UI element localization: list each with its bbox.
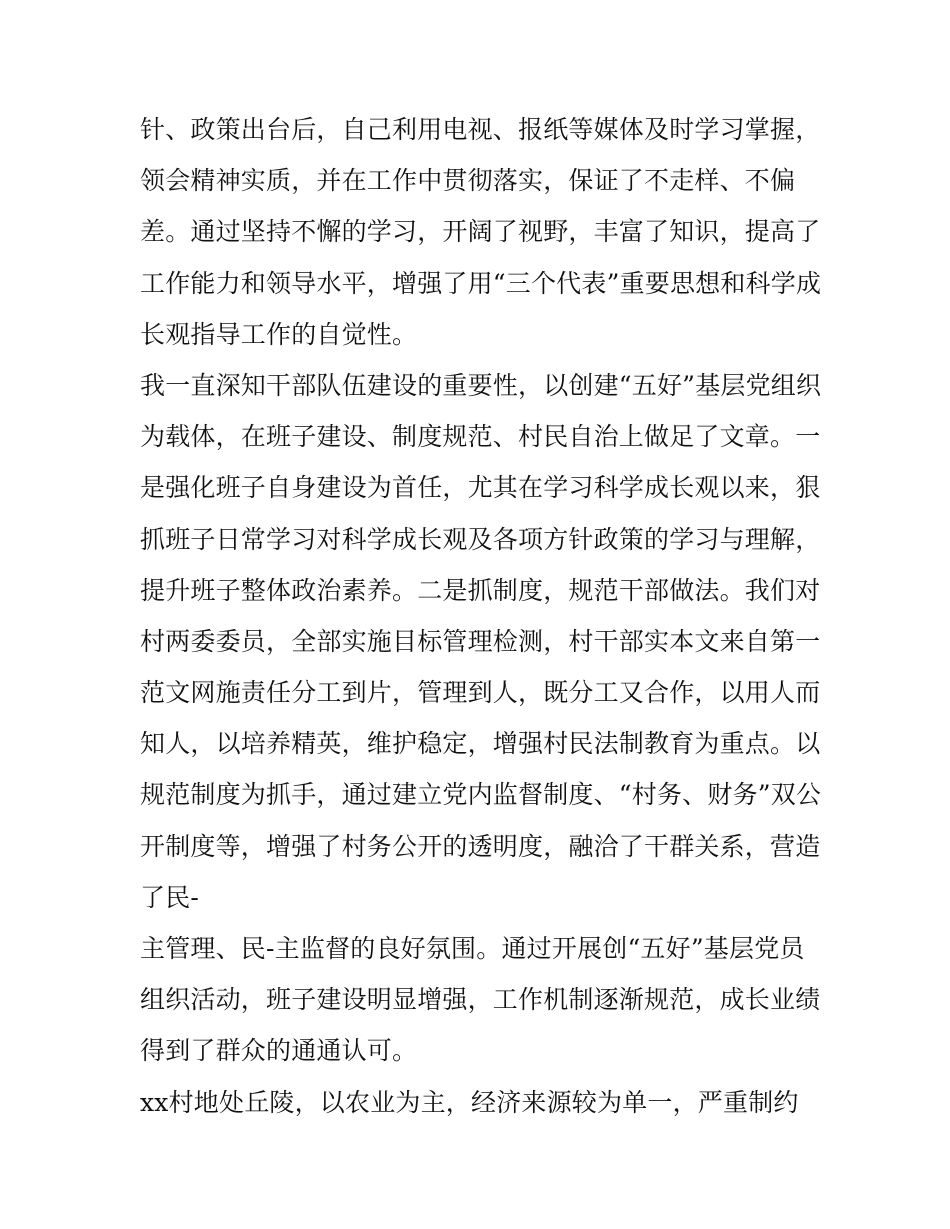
text-line: 为载体，在班子建设、制度规范、村民自治上做足了文章。一 — [140, 422, 821, 452]
text-line: 提升班子整体政治素养。二是抓制度，规范干部做法。我们对 — [140, 575, 821, 605]
text-line: 村两委委员，全部实施目标管理检测，村干部实本文来自第一 — [140, 626, 821, 656]
text-line: 领会精神实质，并在工作中贯彻落实，保证了不走样、不偏 — [140, 166, 796, 196]
text-line: 主管理、民-主监督的良好氛围。通过开展创“五好”基层党员 — [140, 934, 805, 963]
text-line: 了民- — [140, 882, 200, 912]
text-line: 组织活动，班子建设明显增强，工作机制逐渐规范，成长业绩 — [140, 985, 821, 1015]
text-line: 是强化班子自身建设为首任，尤其在学习科学成长观以来，狠 — [140, 473, 821, 503]
text-line: 我一直深知干部队伍建设的重要性，以创建“五好”基层党组织 — [140, 370, 822, 400]
text-line: 开制度等，增强了村务公开的透明度，融洽了干群关系，营造 — [140, 831, 821, 861]
text-line: 长观指导工作的自觉性。 — [140, 319, 418, 349]
body-text — [140, 104, 830, 1128]
text-line: 抓班子日常学习对科学成长观及各项方针政策的学习与理解， — [140, 524, 821, 554]
text-line: 得到了群众的通通认可。 — [140, 1036, 418, 1066]
text-line: 规范制度为抓手，通过建立党内监督制度、“村务、财务”双公 — [140, 780, 822, 810]
text-line: 差。通过坚持不懈的学习，开阔了视野，丰富了知识，提高了 — [140, 217, 821, 247]
text-line: 范文网施责任分工到片，管理到人，既分工又合作，以用人而 — [140, 678, 821, 708]
text-line: 工作能力和领导水平，增强了用“三个代表”重要思想和科学成 — [140, 268, 822, 298]
text-line: 知人，以培养精英，维护稳定，增强村民法制教育为重点。以 — [140, 729, 821, 759]
text-line: 针、政策出台后，自己利用电视、报纸等媒体及时学习掌握， — [140, 115, 821, 144]
text-line: xx村地处丘陵，以农业为主，经济来源较为单一，严重制约 — [140, 1087, 799, 1117]
